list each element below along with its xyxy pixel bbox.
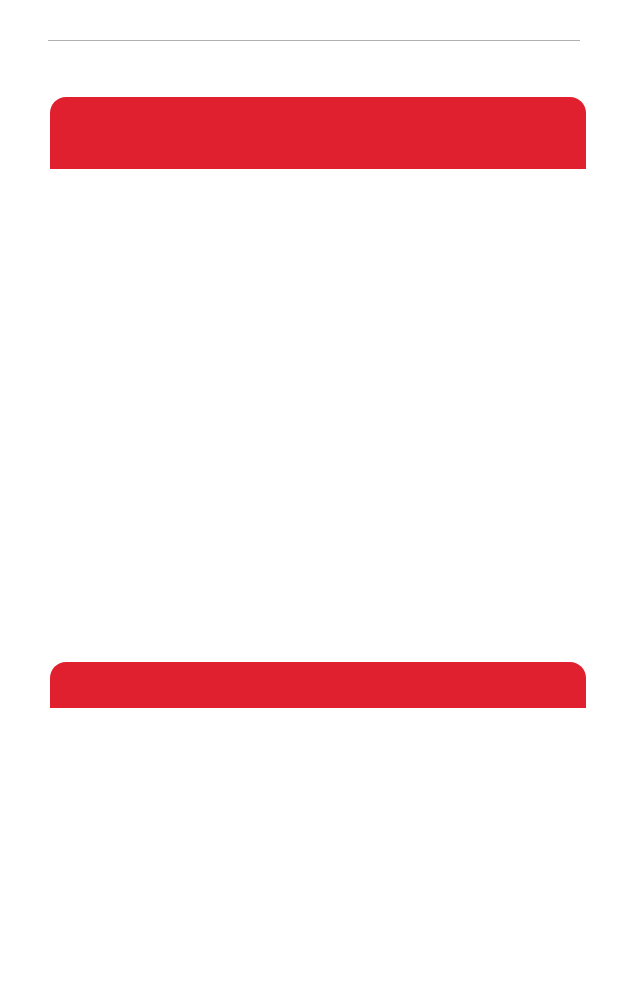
table2-column-headers bbox=[50, 682, 586, 708]
amino-acid-ratios-table bbox=[50, 662, 586, 708]
table1-column-headers bbox=[50, 117, 586, 139]
amino-acids-band bbox=[50, 139, 586, 154]
nutrient-levels-table bbox=[50, 97, 586, 169]
table1-header bbox=[50, 97, 586, 139]
minerals-band bbox=[50, 154, 586, 169]
table1-caption bbox=[50, 97, 586, 117]
top-rule bbox=[48, 40, 580, 41]
table2-header bbox=[50, 662, 586, 708]
table2-caption bbox=[50, 662, 586, 682]
